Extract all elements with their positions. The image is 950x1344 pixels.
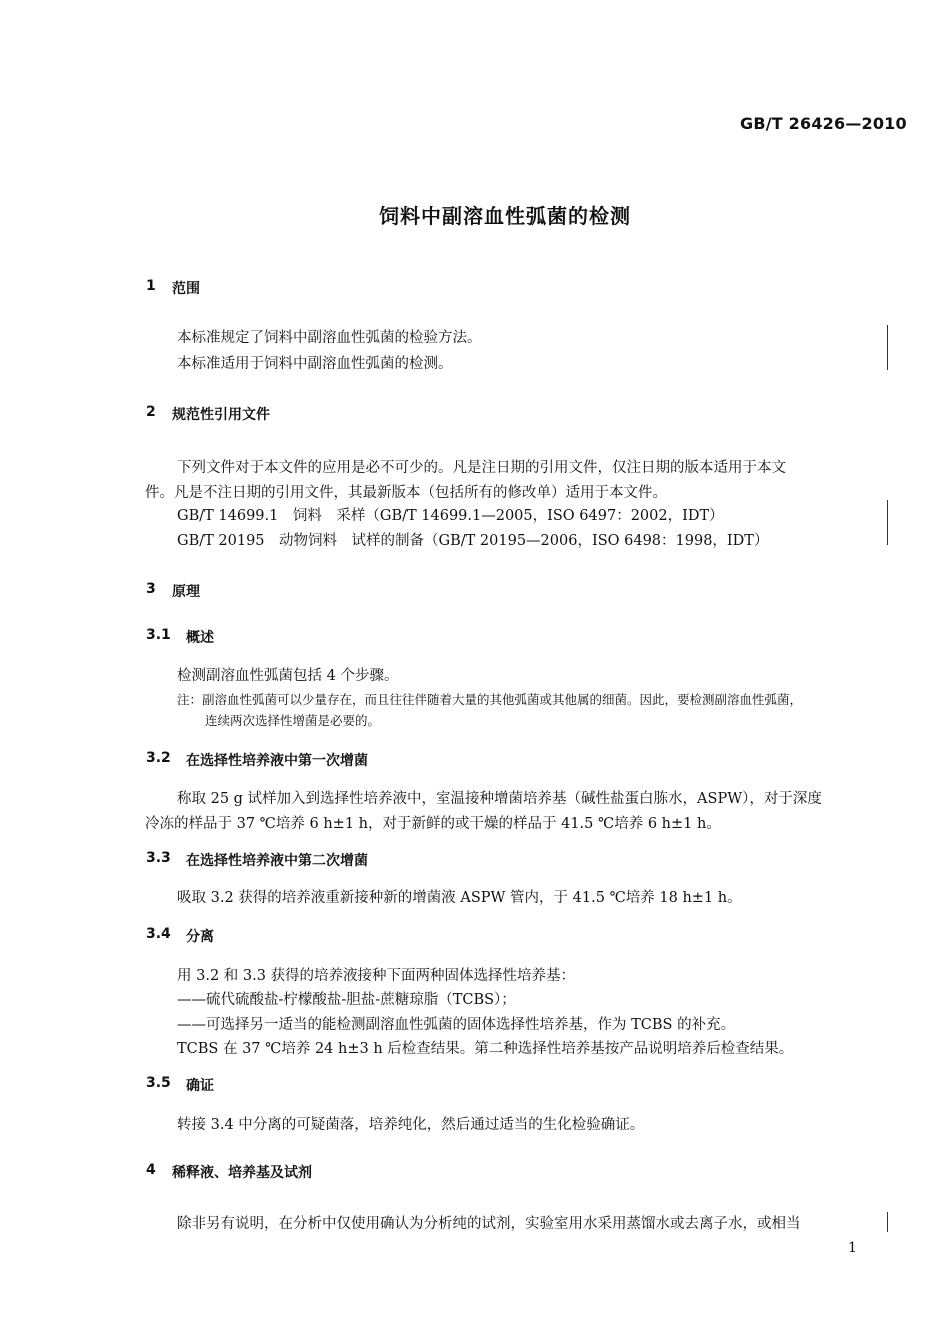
note-line-2: 连续两次选择性增菌是必要的。 (205, 713, 381, 728)
section-3-2-title: 在选择性培养液中第一次增菌 (186, 753, 368, 769)
section-3-title: 原理 (172, 584, 200, 600)
section-3-1-text: 检测副溶血性弧菌包括 4 个步骤。 (177, 668, 399, 684)
section-1-number: 1 (146, 278, 156, 294)
section-3-2-line-2: 冷冻的样品于 37 ℃培养 6 h±1 h，对于新鲜的或干燥的样品于 41.5 ℃培养 6 h±1 h。 (145, 816, 721, 832)
section-2-line-2: 件。凡是不注日期的引用文件，其最新版本（包括所有的修改单）适用于本文件。 (145, 485, 667, 501)
section-3-4-title: 分离 (186, 929, 214, 945)
revision-bar (887, 325, 888, 370)
section-3-4-number: 3.4 (146, 926, 171, 942)
section-3-5-number: 3.5 (146, 1075, 171, 1091)
section-3-1-title: 概述 (186, 630, 214, 646)
note-line-1: 注：副溶血性弧菌可以少量存在，而且往往伴随着大量的其他弧菌或其他属的细菌。因此，要检测副溶血性弧菌， (177, 692, 803, 707)
section-3-5-title: 确证 (186, 1078, 214, 1094)
section-3-3-title: 在选择性培养液中第二次增菌 (186, 853, 368, 869)
section-1-title: 范围 (172, 281, 200, 297)
page-number: 1 (848, 1240, 857, 1256)
section-4-text: 除非另有说明，在分析中仅使用确认为分析纯的试剂，实验室用水采用蒸馏水或去离子水，或相当 (177, 1216, 801, 1232)
standard-number: GB/T 26426—2010 (740, 114, 907, 133)
section-3-4-line-4: TCBS 在 37 ℃培养 24 h±3 h 后检查结果。第二种选择性培养基按产品说明培养后检查结果。 (177, 1041, 794, 1057)
section-3-2-number: 3.2 (146, 750, 171, 766)
section-3-3-number: 3.3 (146, 850, 171, 866)
revision-bar (887, 500, 888, 545)
normative-reference-2: GB/T 20195 动物饲料 试样的制备（GB/T 20195—2006，ISO 6498：1998，IDT） (177, 533, 769, 549)
document-title: 饲料中副溶血性弧菌的检测 (379, 204, 631, 228)
section-3-2-line-1: 称取 25 g 试样加入到选择性培养液中，室温接种增菌培养基（碱性盐蛋白胨水，ASPW），对于深度 (177, 791, 822, 807)
normative-reference-1: GB/T 14699.1 饲料 采样（GB/T 14699.1—2005，ISO 6497：2002，IDT） (177, 508, 724, 524)
section-2-line-1: 下列文件对于本文件的应用是必不可少的。凡是注日期的引用文件，仅注日期的版本适用于本文 (177, 460, 786, 476)
section-3-number: 3 (146, 581, 156, 597)
revision-bar (887, 1212, 888, 1232)
section-3-3-text: 吸取 3.2 获得的培养液重新接种新的增菌液 ASPW 管内，于 41.5 ℃培养 18 h±1 h。 (177, 890, 742, 906)
section-3-5-text: 转接 3.4 中分离的可疑菌落，培养纯化，然后通过适当的生化检验确证。 (177, 1117, 645, 1133)
section-2-title: 规范性引用文件 (172, 407, 270, 423)
section-3-1-number: 3.1 (146, 627, 171, 643)
section-4-title: 稀释液、培养基及试剂 (172, 1165, 312, 1181)
section-1-line-2: 本标准适用于饲料中副溶血性弧菌的检测。 (177, 356, 453, 372)
section-4-number: 4 (146, 1162, 156, 1178)
list-item-tcbs: ——硫代硫酸盐-柠檬酸盐-胆盐-蔗糖琼脂（TCBS）； (177, 992, 516, 1008)
section-1-line-1: 本标准规定了饲料中副溶血性弧菌的检验方法。 (177, 330, 482, 346)
section-2-number: 2 (146, 404, 156, 420)
list-item-alternative-medium: ——可选择另一适当的能检测副溶血性弧菌的固体选择性培养基，作为 TCBS 的补充。 (177, 1017, 736, 1033)
section-3-4-line-1: 用 3.2 和 3.3 获得的培养液接种下面两种固体选择性培养基： (177, 968, 576, 984)
